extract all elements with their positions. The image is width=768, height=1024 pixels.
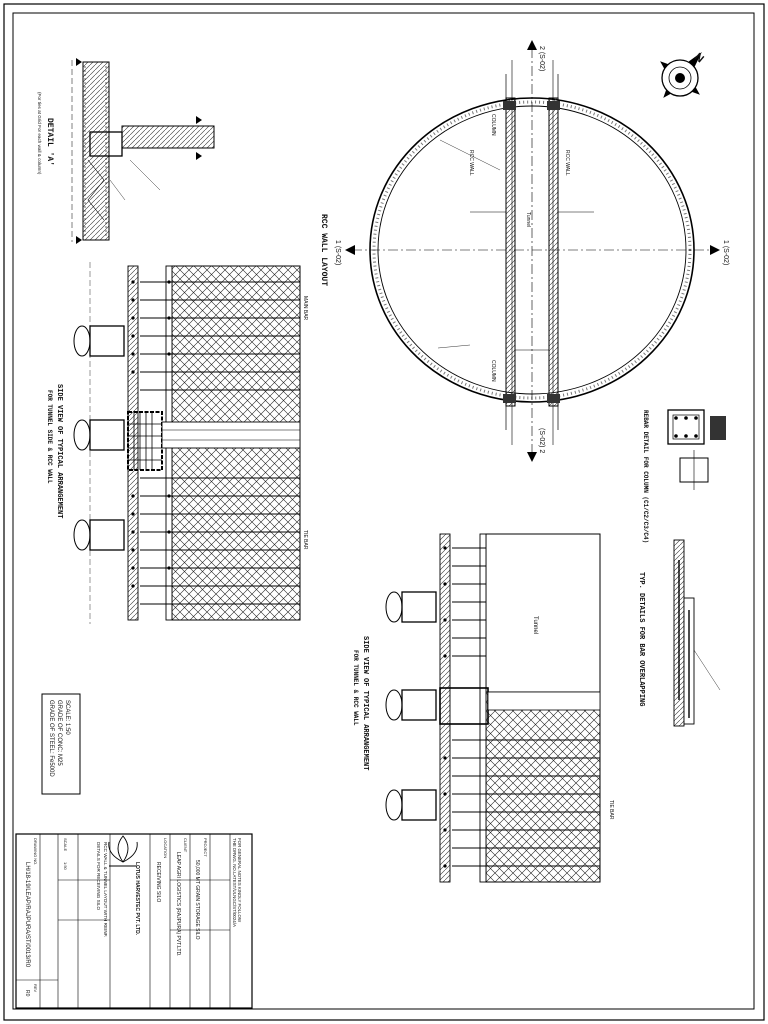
side-view-1-title: SIDE VIEW OF TYPICAL ARRANGEMENT (55, 384, 63, 519)
rev-label: REV (33, 984, 38, 993)
side-view-2-subtitle: FOR TUNNEL & RCC WALL (352, 650, 359, 726)
section-marker-right: 1 (S-02) (722, 240, 729, 266)
general-notes: FOR GENERAL NOTES KINDLY FOLLOW (237, 838, 242, 923)
scale-label: SCALE (63, 838, 68, 852)
location-label: LOCATION (163, 838, 168, 859)
scale-note: SCALE: 1:50 (64, 700, 70, 735)
rcc-wall-label-2: RCC WALL (564, 150, 570, 176)
drawing-title-2: DETAILS FOR RECEIVING SILO (96, 842, 101, 911)
side-view-2-tie-bar: TIE BAR (608, 800, 614, 820)
section-marker-top: 2 (S-02) (538, 46, 545, 72)
column-c3 (503, 394, 516, 403)
section-marker-left: 1 (S-02) (334, 240, 341, 266)
client-name: LEAP AGRI LOGISTICS (RAJPURA) PVT.LTD. (175, 852, 181, 957)
rcc-wall-layout (319, 40, 729, 462)
general-notes-2: THE DRWG. NO.LATEST/ULNGC/ST/0024/A (232, 838, 237, 927)
lap-details-title: TYP. DETAILS FOR BAR OVERLAPPING (637, 572, 645, 707)
rcc-wall-label: RCC WALL (468, 150, 474, 176)
column-c1 (503, 101, 516, 110)
scale-value: 1:50 (63, 862, 68, 870)
side-view-1 (46, 262, 308, 624)
tunnel-wall-left (506, 98, 515, 406)
company-name: LOTUS HARVESTEC PVT. LTD. (134, 862, 140, 936)
title-block (16, 834, 252, 1008)
tunnel-label: Tunnel (525, 212, 531, 228)
grade-note-box (42, 694, 80, 794)
side-view-2 (352, 534, 614, 882)
side-view-1-subtitle: FOR TUNNEL SIDE & RCC WALL (46, 390, 53, 484)
drawing-number: LH/18-19/LEAP/RAJPURA/ST/0013/R0 (24, 862, 30, 968)
rcc-wall-layout-title: RCC WALL LAYOUT (319, 214, 328, 287)
bar-overlap-details (637, 540, 720, 726)
column-label-bottom: COLUMN (490, 360, 496, 382)
client-label: CLIENT (183, 838, 188, 853)
detail-a-title: DETAIL 'A' (45, 118, 54, 167)
side-view-2-mesh (486, 692, 600, 882)
steel-grade-note: GRADE OF STEEL: Fe500D (48, 700, 54, 777)
drawing-title: RCC WALL & TUNNEL LAYOUT WITH REINF. (103, 842, 108, 938)
column-label-top: COLUMN (490, 114, 496, 136)
detail-a-subtitle: (For ties at Grid For each wall & column) (37, 92, 42, 175)
company-logo (109, 836, 137, 866)
compass-north-label: N (692, 51, 706, 66)
north-compass (658, 49, 706, 99)
project-label: PROJECT (203, 838, 208, 857)
side-view-1-main-bar: MAIN BAR (302, 296, 308, 321)
section-marker-bottom: (S-02) 2 (538, 428, 545, 454)
side-view-1-tie-bar: TIE BAR (302, 530, 308, 550)
location-name: RECEIVING SILO (155, 862, 161, 903)
rebar-detail-title: REBAR DETAIL FOR COLUMN (C1/C2/C3/C4) (642, 410, 649, 544)
drawing-no-label: DRAWING NO. (33, 838, 38, 866)
concrete-grade-note: GRADE OF CONC: M25 (56, 700, 62, 766)
column-c2 (547, 101, 560, 110)
side-view-2-tunnel-label: Tunnel (532, 616, 538, 635)
project-name: 50,000 MT GRAIN STORAGE SILO (194, 860, 200, 940)
rebar-detail-column (642, 410, 726, 543)
tunnel-wall-right (549, 98, 558, 406)
column-c4 (547, 394, 560, 403)
side-view-2-title: SIDE VIEW OF TYPICAL ARRANGEMENT (361, 636, 369, 771)
detail-a (37, 58, 214, 244)
rev-value: R0 (24, 990, 30, 997)
